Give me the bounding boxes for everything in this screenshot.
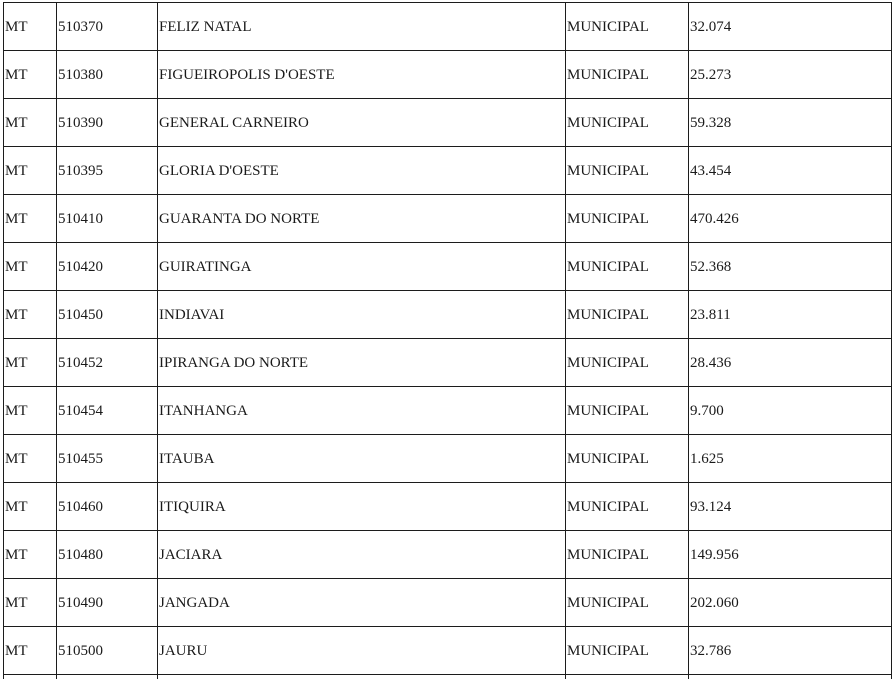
table-body [4,3,892,680]
table-row [4,435,892,483]
municipality-table [3,2,892,679]
municipality-name-cell: IPIRANGA DO NORTE [158,339,566,387]
ibge-code-cell: 510490 [57,579,158,627]
table-row [4,627,892,675]
state-cell: MT [4,579,57,627]
value-cell: 28.436 [689,339,892,387]
sphere-cell: MUNICIPAL [566,147,689,195]
value-cell: 9.700 [689,387,892,435]
table-row [4,387,892,435]
ibge-code-cell: 510370 [57,3,158,51]
table-row [4,579,892,627]
municipality-name-cell: JANGADA [158,579,566,627]
municipality-name-cell: JACIARA [158,531,566,579]
value-cell: 149.956 [689,531,892,579]
ibge-code-cell: 510452 [57,339,158,387]
municipality-name-cell: GENERAL CARNEIRO [158,99,566,147]
ibge-code-cell: 510500 [57,627,158,675]
municipality-name-cell: JAURU [158,627,566,675]
partial-cell [57,675,158,680]
value-cell: 52.368 [689,243,892,291]
value-cell: 1.625 [689,435,892,483]
municipality-name-cell: GUARANTA DO NORTE [158,195,566,243]
value-cell: 93.124 [689,483,892,531]
state-cell: MT [4,387,57,435]
municipality-name-cell: FIGUEIROPOLIS D'OESTE [158,51,566,99]
sphere-cell: MUNICIPAL [566,627,689,675]
partial-cell [158,675,566,680]
municipality-name-cell: ITIQUIRA [158,483,566,531]
ibge-code-cell: 510454 [57,387,158,435]
sphere-cell: MUNICIPAL [566,291,689,339]
sphere-cell: MUNICIPAL [566,387,689,435]
ibge-code-cell: 510410 [57,195,158,243]
partial-cell [566,675,689,680]
state-cell: MT [4,339,57,387]
table-row [4,3,892,51]
state-cell: MT [4,99,57,147]
sphere-cell: MUNICIPAL [566,339,689,387]
sphere-cell: MUNICIPAL [566,435,689,483]
table-row [4,531,892,579]
sphere-cell: MUNICIPAL [566,3,689,51]
state-cell: MT [4,243,57,291]
municipality-name-cell: ITAUBA [158,435,566,483]
municipality-name-cell: GUIRATINGA [158,243,566,291]
value-cell: 470.426 [689,195,892,243]
state-cell: MT [4,627,57,675]
ibge-code-cell: 510455 [57,435,158,483]
sphere-cell: MUNICIPAL [566,51,689,99]
partial-cell [689,675,892,680]
value-cell: 43.454 [689,147,892,195]
municipality-name-cell: ITANHANGA [158,387,566,435]
value-cell: 32.074 [689,3,892,51]
ibge-code-cell: 510390 [57,99,158,147]
value-cell: 25.273 [689,51,892,99]
table-row [4,483,892,531]
state-cell: MT [4,147,57,195]
table-row [4,339,892,387]
value-cell: 59.328 [689,99,892,147]
value-cell: 23.811 [689,291,892,339]
sphere-cell: MUNICIPAL [566,99,689,147]
table-row [4,147,892,195]
value-cell: 202.060 [689,579,892,627]
sphere-cell: MUNICIPAL [566,531,689,579]
state-cell: MT [4,531,57,579]
table-row-partial [4,675,892,680]
table-row [4,291,892,339]
ibge-code-cell: 510395 [57,147,158,195]
municipality-name-cell: GLORIA D'OESTE [158,147,566,195]
ibge-code-cell: 510450 [57,291,158,339]
ibge-code-cell: 510480 [57,531,158,579]
table-row [4,51,892,99]
sphere-cell: MUNICIPAL [566,243,689,291]
sphere-cell: MUNICIPAL [566,579,689,627]
table-row [4,243,892,291]
municipality-name-cell: FELIZ NATAL [158,3,566,51]
ibge-code-cell: 510380 [57,51,158,99]
value-cell: 32.786 [689,627,892,675]
partial-cell [4,675,57,680]
sphere-cell: MUNICIPAL [566,483,689,531]
state-cell: MT [4,3,57,51]
table-row [4,195,892,243]
state-cell: MT [4,435,57,483]
municipality-name-cell: INDIAVAI [158,291,566,339]
state-cell: MT [4,195,57,243]
ibge-code-cell: 510420 [57,243,158,291]
state-cell: MT [4,483,57,531]
table-row [4,99,892,147]
state-cell: MT [4,291,57,339]
sphere-cell: MUNICIPAL [566,195,689,243]
ibge-code-cell: 510460 [57,483,158,531]
state-cell: MT [4,51,57,99]
